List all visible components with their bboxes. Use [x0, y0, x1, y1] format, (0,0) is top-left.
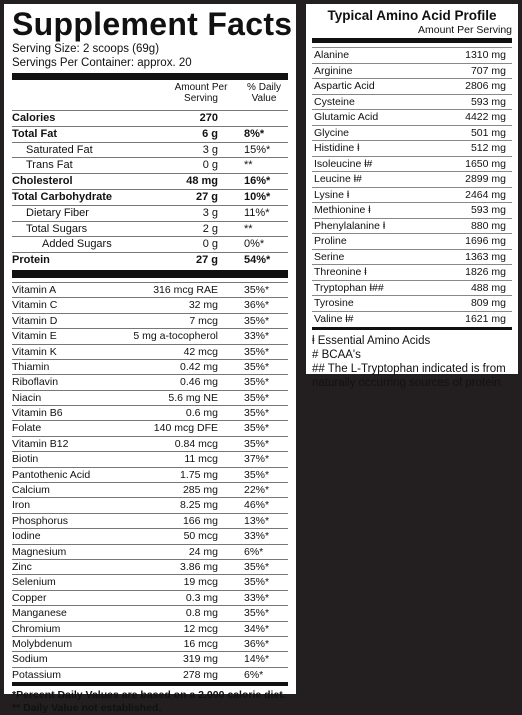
vitamin-row	[12, 605, 288, 620]
nutrient-amount: 12 mcg	[183, 622, 218, 635]
nutrient-amount: 48 mg	[186, 175, 218, 188]
nutrient-daily-value: 35%*	[244, 391, 270, 404]
nutrient-name: Niacin	[12, 391, 42, 404]
nutrient-name: Zinc	[12, 561, 32, 573]
vitamin-row	[12, 513, 288, 528]
nutrient-name: Phosphorus	[12, 514, 69, 527]
amino-acid-name: Isoleucine ⱡ#	[314, 157, 373, 170]
macro-row	[12, 126, 288, 142]
nutrient-name: Calcium	[12, 484, 50, 497]
vitamin-row	[12, 667, 288, 682]
nutrient-name: Trans Fat	[26, 159, 73, 172]
vitamin-row	[12, 621, 288, 636]
column-header	[12, 80, 288, 110]
nutrient-name: Protein	[12, 254, 50, 267]
nutrient-name: Sodium	[12, 653, 48, 666]
vitamins-table	[12, 282, 288, 682]
nutrient-amount: 316 mcg RAE	[153, 283, 218, 296]
footnote-daily-values: *Percent Daily Values are based on a 2,000 calorie diet.	[12, 689, 286, 702]
nutrient-name: Saturated Fat	[26, 143, 93, 156]
nutrient-amount: 19 mcg	[183, 576, 218, 589]
nutrient-amount: 0 g	[202, 238, 218, 251]
amino-acid-amount: 512 mg	[470, 142, 506, 154]
nutrient-amount: 0.6 mg	[185, 407, 218, 420]
amino-acid-amount: 488 mg	[470, 281, 506, 294]
nutrient-daily-value: 14%*	[244, 653, 270, 666]
footnote-not-established: ** Daily Value not established.	[12, 702, 162, 715]
vitamin-row	[12, 297, 288, 312]
vitamin-row	[12, 359, 288, 374]
amino-acid-amount: 2806 mg	[465, 80, 506, 92]
nutrient-name: Molybdenum	[12, 637, 73, 650]
amino-acid-row	[312, 233, 512, 249]
vitamin-row	[12, 451, 288, 466]
nutrient-amount: 0 g	[202, 159, 218, 172]
amino-acid-amount: 1826 mg	[465, 266, 506, 278]
nutrient-daily-value: 6%*	[244, 668, 264, 681]
vitamin-row	[12, 282, 288, 297]
nutrient-amount: 16 mcg	[183, 637, 218, 650]
amino-acid-row	[312, 249, 512, 265]
nutrient-daily-value: 37%*	[244, 453, 270, 466]
nutrient-daily-value: 13%*	[244, 514, 270, 527]
nutrient-name: Copper	[12, 591, 47, 604]
nutrient-amount: 2 g	[202, 222, 218, 235]
amino-acid-row	[312, 280, 512, 296]
vitamin-row	[12, 574, 288, 589]
nutrient-daily-value: 35%*	[244, 360, 270, 373]
daily-value-header: % Daily Value	[247, 82, 281, 104]
nutrient-daily-value: 16%*	[244, 175, 271, 188]
nutrient-name: Magnesium	[12, 545, 67, 558]
nutrient-amount: 24 mg	[188, 545, 218, 558]
nutrient-daily-value: 54%*	[244, 254, 271, 267]
nutrient-name: Selenium	[12, 576, 56, 589]
nutrient-amount: 0.42 mg	[180, 360, 218, 373]
nutrient-name: Vitamin B12	[12, 437, 69, 450]
amino-acid-subtitle: Amount Per Serving	[418, 24, 512, 36]
nutrient-daily-value: 35%*	[244, 376, 270, 389]
amino-acid-name: Valine ⱡ#	[314, 312, 354, 325]
nutrient-name: Iodine	[12, 530, 41, 543]
macro-row	[12, 221, 288, 237]
amino-acid-row	[312, 311, 512, 327]
thick-divider	[12, 73, 288, 80]
nutrient-daily-value: 35%*	[244, 468, 270, 481]
nutrient-daily-value: 36%*	[244, 637, 270, 650]
amino-acid-row	[312, 187, 512, 203]
nutrient-name: Total Sugars	[26, 222, 88, 235]
amino-acid-row	[312, 63, 512, 79]
vitamin-row	[12, 467, 288, 482]
amino-acid-panel	[306, 4, 518, 389]
amino-acid-name: Serine	[314, 250, 345, 263]
nutrient-name: Chromium	[12, 622, 61, 635]
nutrient-amount: 42 mcg	[183, 345, 218, 358]
thick-divider	[12, 270, 288, 278]
amino-acid-name: Phenylalanine ⱡ	[314, 219, 386, 232]
nutrient-daily-value: **	[244, 222, 253, 235]
nutrient-daily-value: 35%*	[244, 561, 270, 573]
amino-acid-amount: 4422 mg	[465, 111, 506, 123]
amino-acid-row	[312, 156, 512, 172]
amino-acid-name: Tryptophan ⱡ##	[314, 281, 384, 294]
nutrient-amount: 3 g	[202, 143, 218, 156]
nutrient-amount: 5.6 mg NE	[168, 391, 218, 404]
amino-acid-name: Tyrosine	[314, 297, 354, 309]
nutrient-name: Vitamin A	[12, 283, 57, 296]
nutrient-amount: 3.86 mg	[180, 561, 218, 573]
nutrient-name: Riboflavin	[12, 376, 59, 389]
vitamin-row	[12, 544, 288, 559]
nutrient-daily-value: 22%*	[244, 484, 270, 497]
nutrient-name: Folate	[12, 422, 42, 435]
amino-acid-name: Alanine	[314, 49, 350, 61]
vitamin-row	[12, 528, 288, 543]
amino-acid-name: Lysine ⱡ	[314, 188, 350, 201]
amino-acid-row	[312, 202, 512, 218]
nutrient-amount: 27 g	[195, 190, 218, 203]
vitamin-row	[12, 559, 288, 574]
macro-row	[12, 142, 288, 158]
nutrient-amount: 0.46 mg	[180, 376, 218, 389]
nutrient-daily-value: 33%*	[244, 530, 270, 543]
nutrient-daily-value: 10%*	[244, 190, 271, 203]
vitamin-row	[12, 313, 288, 328]
amino-acid-name: Proline	[314, 235, 347, 247]
vitamin-row	[12, 390, 288, 405]
nutrient-amount: 32 mg	[188, 299, 218, 312]
vitamin-row	[12, 436, 288, 451]
nutrient-daily-value: 35%*	[244, 576, 270, 589]
amino-acid-amount: 2464 mg	[465, 188, 506, 201]
nutrient-amount: 0.3 mg	[185, 591, 218, 604]
nutrient-daily-value: 35%*	[244, 345, 270, 358]
vitamin-row	[12, 328, 288, 343]
nutrient-daily-value: 6%*	[244, 545, 264, 558]
nutrient-name: Vitamin B6	[12, 407, 63, 420]
amino-acid-amount: 1310 mg	[465, 49, 506, 61]
nutrient-amount: 27 g	[195, 254, 218, 267]
amino-acid-amount: 593 mg	[470, 204, 506, 216]
macro-row	[12, 236, 288, 252]
servings-per-container: Servings Per Container: approx. 20	[12, 57, 192, 69]
nutrient-name: Cholesterol	[12, 175, 73, 188]
nutrient-amount: 1.75 mg	[180, 468, 218, 481]
amount-per-serving-header: Amount Per Serving	[174, 82, 228, 104]
amino-acid-name: Aspartic Acid	[314, 80, 375, 92]
amino-acid-row	[312, 125, 512, 141]
nutrient-daily-value: 46%*	[244, 499, 270, 512]
nutrient-name: Calories	[12, 112, 56, 124]
nutrient-amount: 319 mg	[182, 653, 218, 666]
vitamin-row	[12, 420, 288, 435]
macros-table	[12, 110, 288, 268]
vitamin-row	[12, 590, 288, 605]
nutrient-name: Iron	[12, 499, 31, 512]
macro-row	[12, 205, 288, 221]
nutrient-amount: 285 mg	[182, 484, 218, 497]
nutrient-amount: 50 mcg	[183, 530, 218, 543]
nutrient-daily-value: **	[244, 159, 253, 172]
amino-acid-amount: 501 mg	[470, 126, 506, 139]
amino-acid-amount: 809 mg	[470, 297, 506, 309]
nutrient-name: Vitamin C	[12, 299, 58, 312]
amino-note-essential: ⱡ Essential Amino Acids	[312, 335, 431, 347]
amino-acid-row	[312, 140, 512, 156]
macro-row	[12, 173, 288, 189]
amino-acid-amount: 1696 mg	[465, 235, 506, 247]
nutrient-amount: 278 mg	[182, 668, 218, 681]
nutrient-amount: 140 mcg DFE	[153, 422, 218, 435]
amino-acid-row	[312, 47, 512, 63]
nutrient-daily-value: 35%*	[244, 437, 270, 450]
vitamin-row	[12, 636, 288, 651]
nutrient-daily-value: 35%*	[244, 422, 270, 435]
macro-row	[12, 110, 288, 126]
amino-note-bcaa: # BCAA's	[312, 349, 361, 361]
nutrient-daily-value: 15%*	[244, 143, 271, 156]
amino-acid-row	[312, 171, 512, 187]
nutrient-name: Dietary Fiber	[26, 206, 89, 219]
amino-acid-name: Glycine	[314, 126, 350, 139]
amino-acid-table	[312, 47, 512, 326]
vitamin-row	[12, 651, 288, 666]
amino-acid-amount: 880 mg	[470, 219, 506, 232]
amino-acid-row	[312, 218, 512, 234]
amino-acid-row	[312, 78, 512, 94]
amino-acid-name: Arginine	[314, 64, 353, 77]
nutrient-daily-value: 35%*	[244, 283, 270, 296]
nutrient-name: Thiamin	[12, 360, 50, 373]
nutrient-amount: 270	[199, 112, 218, 124]
vitamin-row	[12, 405, 288, 420]
vitamin-row	[12, 497, 288, 512]
nutrient-amount: 166 mg	[182, 514, 218, 527]
nutrient-amount: 0.84 mcg	[174, 437, 218, 450]
nutrient-name: Vitamin K	[12, 345, 57, 358]
amino-acid-name: Glutamic Acid	[314, 111, 379, 123]
nutrient-amount: 3 g	[202, 206, 218, 219]
amino-note-tryptophan: ## The L-Tryptophan indicated is from naturally occurring sources of protein.	[312, 363, 506, 389]
nutrient-name: Pantothenic Acid	[12, 468, 91, 481]
amino-acid-name: Methionine ⱡ	[314, 204, 371, 216]
nutrient-name: Manganese	[12, 607, 67, 620]
amino-acid-name: Leucine ⱡ#	[314, 173, 362, 185]
amino-acid-amount: 1650 mg	[465, 157, 506, 170]
amino-acid-amount: 593 mg	[470, 95, 506, 108]
nutrient-name: Total Carbohydrate	[12, 190, 113, 203]
nutrient-name: Added Sugars	[42, 238, 112, 251]
amino-divider	[312, 38, 512, 43]
amino-acid-amount: 1363 mg	[465, 250, 506, 263]
amino-acid-amount: 2899 mg	[465, 173, 506, 185]
nutrient-daily-value: 34%*	[244, 622, 270, 635]
amino-acid-name: Cysteine	[314, 95, 355, 108]
nutrient-daily-value: 36%*	[244, 299, 270, 312]
amino-divider	[312, 327, 512, 330]
nutrient-amount: 7 mcg	[189, 314, 218, 327]
amino-acid-title: Typical Amino Acid Profile	[327, 8, 497, 23]
nutrient-daily-value: 33%*	[244, 330, 270, 343]
supplement-facts-title: Supplement Facts	[12, 6, 293, 42]
amino-acid-amount: 707 mg	[470, 64, 506, 77]
amino-acid-row	[312, 295, 512, 311]
nutrient-amount: 5 mg a-tocopherol	[133, 330, 218, 343]
macro-row	[12, 189, 288, 205]
nutrient-name: Vitamin E	[12, 330, 57, 343]
nutrient-amount: 11 mcg	[184, 453, 218, 466]
vitamin-row	[12, 344, 288, 359]
nutrient-daily-value: 11%*	[244, 206, 270, 219]
nutrient-daily-value: 35%*	[244, 314, 270, 327]
supplement-facts-panel	[4, 4, 296, 715]
amino-acid-name: Histidine ⱡ	[314, 142, 360, 154]
macro-row	[12, 252, 288, 268]
amino-acid-row	[312, 109, 512, 125]
nutrient-daily-value: 33%*	[244, 591, 270, 604]
nutrient-daily-value: 0%*	[244, 238, 265, 251]
nutrient-amount: 6 g	[202, 127, 218, 140]
amino-acid-row	[312, 94, 512, 110]
vitamin-row	[12, 374, 288, 389]
amino-acid-row	[312, 264, 512, 280]
nutrient-amount: 8.25 mg	[180, 499, 218, 512]
nutrient-name: Vitamin D	[12, 314, 58, 327]
serving-size: Serving Size: 2 scoops (69g)	[12, 43, 160, 55]
vitamin-row	[12, 482, 288, 497]
macro-row	[12, 157, 288, 173]
nutrient-name: Total Fat	[12, 127, 58, 140]
nutrient-name: Biotin	[12, 453, 39, 466]
nutrient-daily-value: 35%*	[244, 407, 270, 420]
nutrient-daily-value: 35%*	[244, 607, 270, 620]
amino-acid-name: Threonine ⱡ	[314, 266, 367, 278]
amino-acid-amount: 1621 mg	[465, 312, 506, 325]
nutrient-name: Potassium	[12, 668, 62, 681]
nutrient-daily-value: 8%*	[244, 127, 265, 140]
nutrient-amount: 0.8 mg	[185, 607, 218, 620]
